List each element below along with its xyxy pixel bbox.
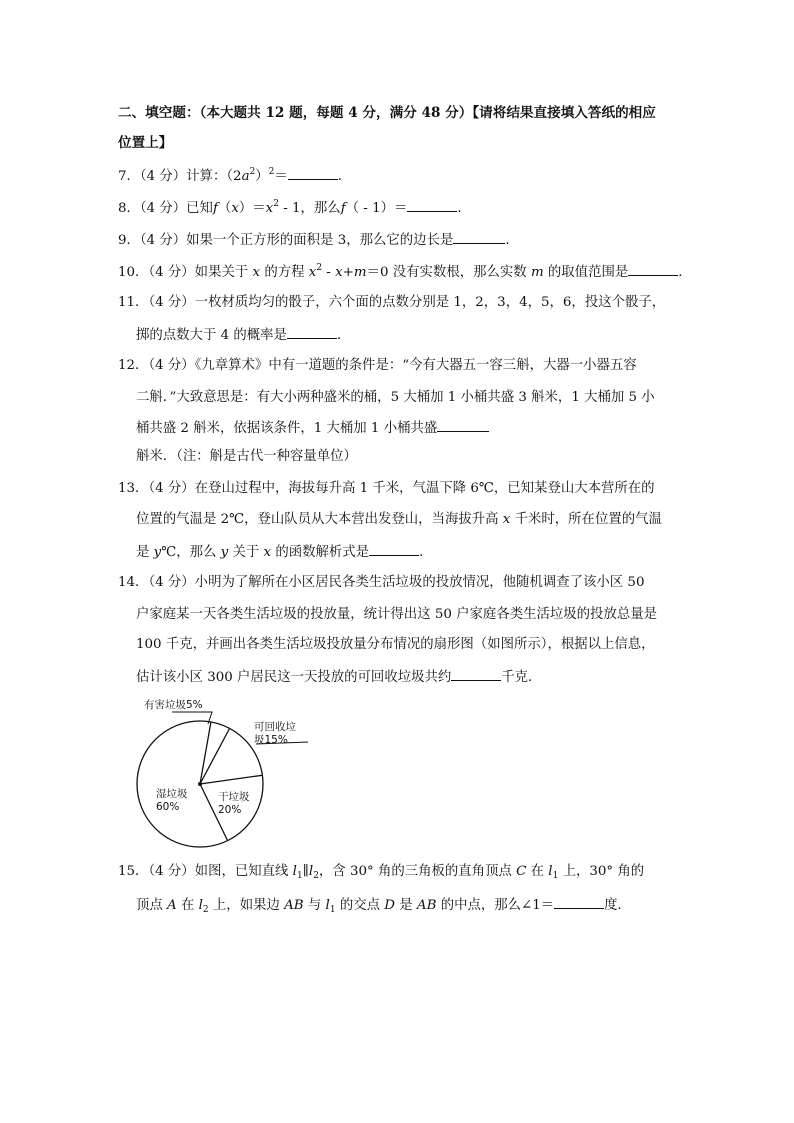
question-9	[118, 230, 519, 250]
q8-f: f	[212, 201, 218, 216]
answer-blank-q11[interactable]	[287, 325, 337, 339]
q13-y2: y	[220, 545, 229, 560]
q15-AB2: AB	[416, 898, 437, 913]
q15-l-d: l	[198, 898, 203, 913]
q13-x: x	[502, 512, 511, 527]
q15-l2b: 在	[176, 898, 199, 913]
q7-score: （4 分）	[139, 169, 187, 184]
answer-blank-q13[interactable]	[369, 542, 419, 556]
q15-l1d: 上，30° 角的	[558, 864, 645, 879]
q15-l: l	[292, 864, 297, 879]
q15-l2d: 与	[303, 898, 326, 913]
q8-t2: （	[217, 201, 232, 216]
question-12-line2: 二斛．”大致意思是：有大小两种盛米的桶，5 大桶加 1 小桶共盛 3 斛米，1 大桶加 5 小	[136, 390, 655, 405]
question-10	[118, 262, 692, 282]
q8-t5: （ - 1）＝	[345, 201, 408, 216]
q7-number: 7．	[118, 169, 140, 184]
question-12-line4: 斛米．（注：斛是古代一种容量单位）	[136, 449, 357, 464]
question-13-line3	[136, 542, 432, 562]
q8-x: x	[231, 201, 239, 216]
q8-f2: f	[340, 201, 346, 216]
q15-l2a: 顶点	[136, 898, 168, 913]
q13-end: ．	[419, 545, 433, 560]
q10-t3: -	[322, 265, 336, 280]
q15-parallel: ∥	[302, 864, 309, 879]
q7-equals: ＝	[274, 169, 288, 184]
q13-y: y	[153, 545, 162, 560]
answer-blank-q15[interactable]	[554, 895, 604, 909]
pie-slice-value-label: 20%	[218, 804, 242, 816]
answer-blank-q7[interactable]	[288, 166, 338, 180]
q15-l-c: l	[548, 864, 553, 879]
q15-l1b: ，含 30° 角的三角板的直角顶点	[318, 864, 517, 879]
q8-t4: - 1，那么	[278, 201, 341, 216]
q15-l1c: 在	[526, 864, 549, 879]
pie-slice-value-label: 60%	[156, 801, 180, 813]
question-15-line2	[136, 895, 631, 915]
question-12-line3	[136, 418, 489, 438]
q13-l3a: 是	[136, 545, 154, 560]
section-header-line2: 位置上】	[118, 135, 173, 151]
question-14-line3: 100 千克，并画出各类生活垃圾投放量分布情况的扇形图（如图所示），根据以上信息，	[136, 637, 655, 652]
q12-line3-text: 桶共盛 2 斛米，依据该条件，1 大桶加 1 小桶共盛	[136, 421, 438, 436]
q15-AB: AB	[284, 898, 304, 913]
q10-t5: ＝0 没有实数根，那么实数	[366, 265, 531, 280]
question-14-line4	[136, 667, 541, 687]
q15-sub2: 2	[313, 871, 319, 881]
q10-t2: 的方程	[260, 265, 309, 280]
pie-center-point	[198, 782, 202, 786]
q14-line4-text: 估计该小区 300 户居民这一天投放的可回收垃圾共约	[136, 670, 452, 685]
q9-end: ．	[505, 233, 519, 248]
q10-x2: x	[308, 265, 317, 280]
q10-t4: +	[342, 265, 354, 280]
q15-l-e: l	[325, 898, 330, 913]
q15-sub1: 1	[296, 871, 303, 881]
q10-t1: 10．（4 分）如果关于	[118, 265, 253, 280]
q15-sub3: 1	[552, 871, 559, 881]
pie-slice-label: 可回收垃	[254, 721, 296, 733]
q7-exp-outer: 2	[268, 167, 275, 177]
q15-l2g: 的中点，那么∠1＝	[436, 898, 555, 913]
pie-slice-label: 湿垃圾	[156, 788, 188, 800]
question-14-line2: 户家庭某一天各类生活垃圾的投放量，统计得出这 50 户家庭各类生活垃圾的投放总量是	[136, 607, 658, 622]
pie-slice-divider	[200, 775, 262, 784]
q8-x2: x	[265, 201, 274, 216]
q13-l2b: 千米时，所在位置的气温	[510, 512, 662, 527]
q10-x: x	[252, 265, 261, 280]
q13-l3c: 关于	[228, 545, 264, 560]
q13-l3b: ℃，那么	[161, 545, 221, 560]
q10-m: m	[353, 265, 367, 280]
q14-unit: 千克．	[501, 670, 542, 685]
question-13-line1: 13．（4 分）在登山过程中，海拔每升高 1 千米，气温下降 6℃，已知某登山大本营所在的	[118, 481, 655, 496]
question-12-line1: 12．（4 分）《九章算术》中有一道题的条件是：“今有大器五一容三斛，大器一小器五容	[118, 358, 637, 373]
q15-D: D	[384, 898, 396, 913]
q15-A: A	[167, 898, 177, 913]
question-8	[118, 198, 471, 218]
q7-end: ．	[337, 169, 352, 184]
q15-l2c: 上，如果边	[208, 898, 285, 913]
q15-C: C	[516, 864, 527, 879]
q7-close: ）	[255, 169, 269, 184]
q8-score: （4 分）	[139, 201, 187, 216]
pie-slice-value-label: 圾15%	[254, 734, 288, 746]
q10-exp: 2	[316, 263, 323, 273]
question-7	[118, 166, 351, 186]
q8-t1: 已知	[186, 201, 213, 216]
q13-l2a: 位置的气温是 2℃，登山队员从大本营出发登山，当海拔升高	[136, 512, 503, 527]
q10-m2: m	[530, 265, 544, 280]
section-header-line1: 二、填空题：（本大题共 12 题，每题 4 分，满分 48 分）【请将结果直接填入答纸的相应	[118, 105, 656, 121]
q8-exp: 2	[273, 199, 279, 209]
question-13-line2	[136, 511, 662, 529]
q13-x2: x	[263, 545, 272, 560]
answer-blank-q10[interactable]	[628, 262, 678, 276]
q11-line2-text: 掷的点数大于 4 的概率是	[136, 328, 287, 343]
q15-l2f: 是	[395, 898, 417, 913]
pie-slice-label: 干垃圾	[218, 791, 250, 803]
question-15-line1	[118, 863, 644, 881]
q15-unit: 度．	[604, 898, 631, 913]
q15-sub4: 2	[202, 905, 209, 915]
q7-prefix: 计算：（2	[186, 169, 242, 184]
q11-end: ．	[336, 328, 351, 343]
q15-sub5: 1	[329, 905, 336, 915]
pie-label-leader	[172, 712, 212, 724]
q8-t3: ）＝	[238, 201, 266, 216]
pie-slice-label: 有害垃圾5%	[144, 699, 203, 711]
q10-end: ．	[678, 265, 692, 280]
q8-number: 8．	[118, 201, 140, 216]
q10-x3: x	[335, 265, 343, 280]
q8-end: ．	[457, 201, 471, 216]
question-14-line1: 14．（4 分）小明为了解所在小区居民各类生活垃圾的投放情况，他随机调查了该小区 50	[118, 575, 645, 590]
q13-l3d: 的函数解析式是	[271, 545, 370, 560]
q15-l2e: 的交点	[335, 898, 385, 913]
q7-exp-inner: 2	[249, 167, 256, 177]
q15-l-b: l	[308, 864, 314, 879]
q15-l1a: 15．（4 分）如图，已知直线	[118, 864, 293, 879]
answer-blank-q14[interactable]	[451, 667, 501, 681]
q9-text: 9．（4 分）如果一个正方形的面积是 3，那么它的边长是	[118, 233, 454, 248]
waste-pie-chart	[128, 686, 328, 856]
question-11-line1: 11．（4 分）一枚材质均匀的骰子，六个面的点数分别是 1，2，3，4，5，6，投这个骰子，	[118, 295, 666, 310]
answer-blank-q8[interactable]	[407, 198, 457, 212]
q7-var: a	[241, 169, 250, 184]
answer-blank-q9[interactable]	[453, 230, 505, 244]
answer-blank-q12[interactable]	[437, 418, 489, 432]
question-11-line2	[136, 325, 350, 345]
q10-t6: 的取值范围是	[543, 265, 629, 280]
